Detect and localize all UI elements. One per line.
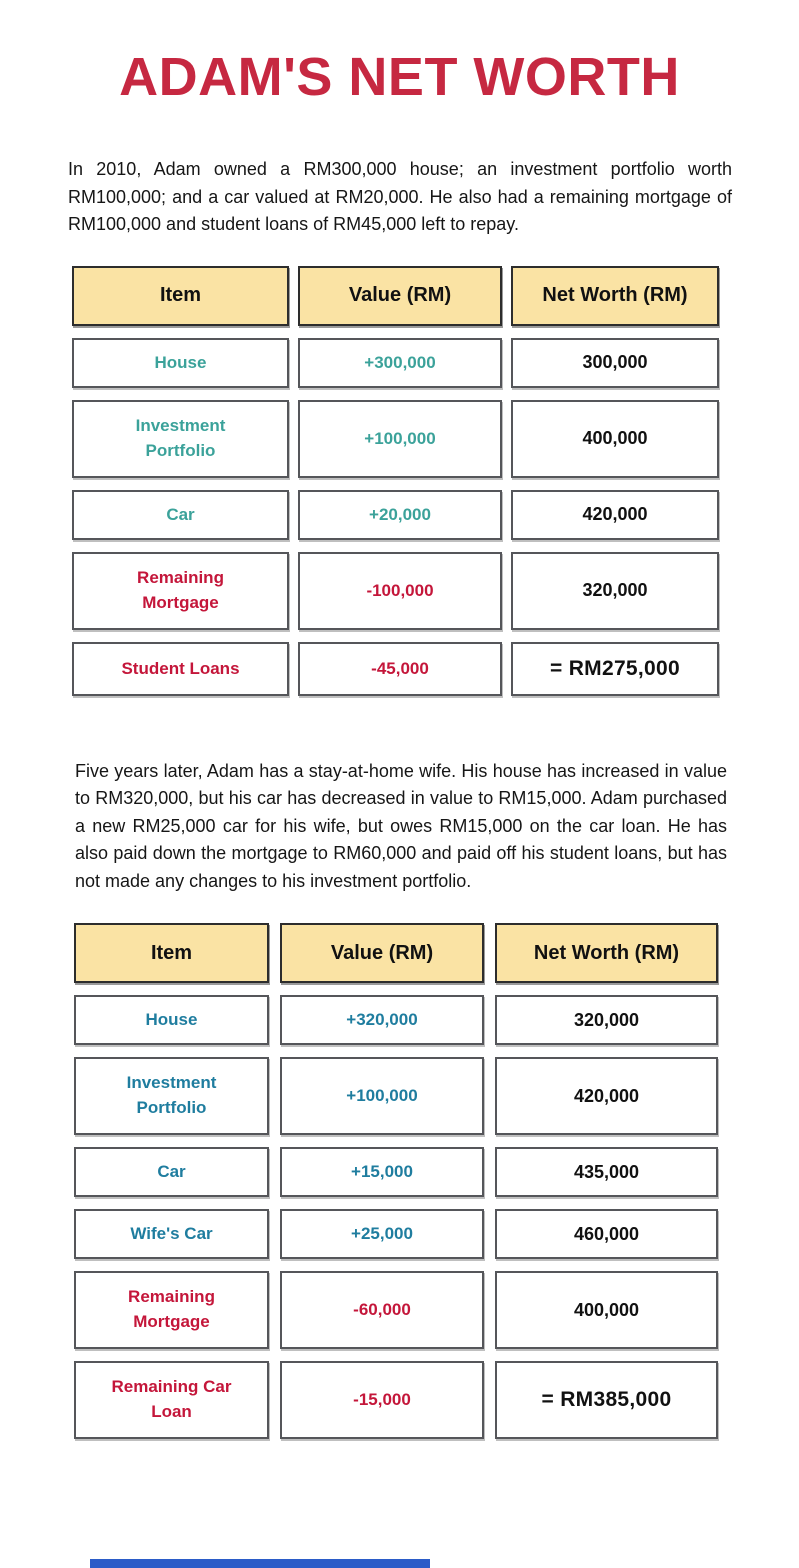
- item-cell: [74, 1361, 269, 1439]
- item-cell: Car: [74, 1147, 269, 1197]
- networth-cell: 420,000: [511, 490, 719, 540]
- networth-cell: 435,000: [495, 1147, 718, 1197]
- item-cell: House: [72, 338, 289, 388]
- column-header-value: Value (RM): [280, 923, 484, 983]
- networth-total-cell: = RM275,000: [511, 642, 719, 696]
- item-label: Investment Portfolio: [135, 415, 226, 460]
- item-cell: Wife's Car: [74, 1209, 269, 1259]
- value-cell: +300,000: [298, 338, 502, 388]
- networth-cell: 300,000: [511, 338, 719, 388]
- intro-paragraph-2010: In 2010, Adam owned a RM300,000 house; an investment portfolio worth RM100,000; and a car valued at RM20,000. He also had a remaining mortgage of RM100,000 and student loans of RM45,000 left to repay.: [68, 159, 732, 234]
- networth-cell: 400,000: [511, 400, 719, 478]
- networth-cell: 320,000: [495, 995, 718, 1045]
- networth-cell: 400,000: [495, 1271, 718, 1349]
- item-cell: [72, 400, 289, 478]
- item-cell: Car: [72, 490, 289, 540]
- item-label: Remaining Car Loan: [111, 1377, 232, 1421]
- bottom-blue-bar: [90, 1559, 430, 1568]
- column-header-value: Value (RM): [298, 266, 502, 326]
- value-cell: -60,000: [280, 1271, 484, 1349]
- networth-cell: 460,000: [495, 1209, 718, 1259]
- item-cell: [74, 1271, 269, 1349]
- networth-total-cell: = RM385,000: [495, 1361, 718, 1439]
- column-header-net-worth: Net Worth (RM): [511, 266, 719, 326]
- value-cell: -15,000: [280, 1361, 484, 1439]
- intro-paragraph-2015: Five years later, Adam has a stay-at-home wife. His house has increased in value to RM320,000, but his car has decreased in value to RM15,000. Adam purchased a new RM25,000 car for his wife, but owes RM15,000 on the car loan. He has also paid down the mortgage to RM60,000 and paid off his student loans, but has not made any changes to his investment portfolio.: [75, 760, 727, 891]
- column-header-item: Item: [74, 923, 269, 983]
- item-cell: House: [74, 995, 269, 1045]
- value-cell: -100,000: [298, 552, 502, 630]
- net-worth-table-2015: [74, 923, 799, 1439]
- value-cell: +15,000: [280, 1147, 484, 1197]
- item-cell: Student Loans: [72, 642, 289, 696]
- item-cell: [72, 552, 289, 630]
- page-title: ADAM'S NET WORTH: [119, 47, 680, 107]
- item-label: Investment Portfolio: [126, 1073, 217, 1117]
- value-cell: +20,000: [298, 490, 502, 540]
- net-worth-table-2010: [72, 266, 799, 696]
- value-cell: +25,000: [280, 1209, 484, 1259]
- column-header-net-worth: Net Worth (RM): [495, 923, 718, 983]
- item-cell: [74, 1057, 269, 1135]
- networth-cell: 320,000: [511, 552, 719, 630]
- item-label: Remaining Mortgage: [128, 1287, 215, 1331]
- column-header-item: Item: [72, 266, 289, 326]
- value-cell: +320,000: [280, 995, 484, 1045]
- networth-cell: 420,000: [495, 1057, 718, 1135]
- value-cell: +100,000: [298, 400, 502, 478]
- value-cell: -45,000: [298, 642, 502, 696]
- value-cell: +100,000: [280, 1057, 484, 1135]
- item-label: Remaining Mortgage: [137, 567, 224, 612]
